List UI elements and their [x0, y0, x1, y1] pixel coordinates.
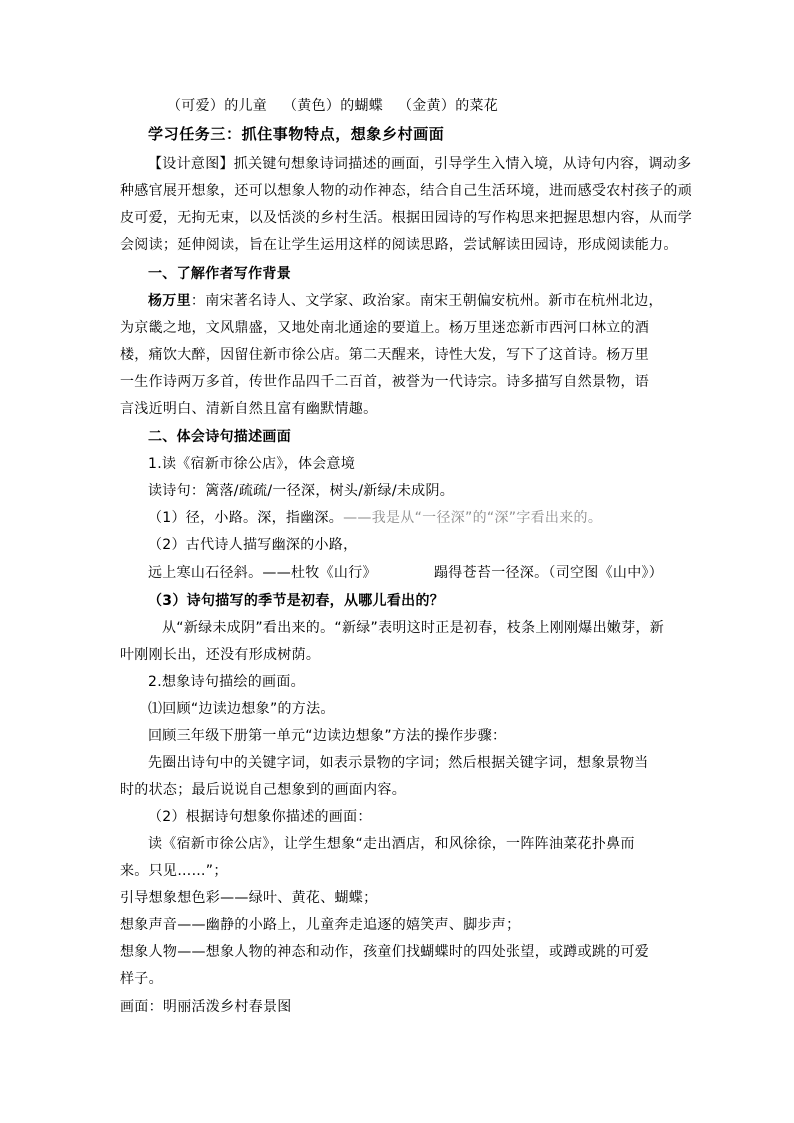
- note-1-text: （1）径，小路。深，指幽深。: [148, 510, 344, 526]
- note-1-gray-text: ——我是从“一径深”的“深”字看出来的。: [343, 510, 603, 526]
- imagine-people-line-1: 想象人物——想象人物的神态和动作，孩童们找蝴蝶时的四处张望，或蹲或跳的可爱: [120, 944, 650, 960]
- method-line-1: 先圈出诗句中的关键字词，如表示景物的字词；然后根据关键字词，想象景物当: [148, 755, 649, 771]
- note-1: [148, 508, 602, 528]
- author-name: 杨万里: [148, 293, 191, 309]
- section-one-heading: 一、了解作者写作背景: [148, 266, 291, 282]
- design-intent-line-4: 会阅读；延伸阅读，旨在让学生运用这样的阅读思路，尝试解读田园诗，形成阅读能力。: [120, 237, 678, 253]
- example-phrase-2: （黄色）的蝴蝶: [283, 98, 384, 114]
- imagine-colors: 引导想象想色彩——绿叶、黄花、蝴蝶；: [120, 890, 378, 906]
- poem-lines: 读诗句：篱落/疏疏/一径深，树头/新绿/未成阴。: [148, 483, 455, 499]
- design-intent-line-1: 【设计意图】抓关键句想象诗词描述的画面，引导学生入情入境，从诗句内容，调动多: [148, 156, 692, 172]
- review-steps: 回顾三年级下册第一单元“边读边想象”方法的操作步骤：: [148, 728, 507, 744]
- imagine-line-1: 读《宿新市徐公店》，让学生想象“走出酒店，和风徐徐，一阵阵油菜花扑鼻而: [148, 836, 635, 852]
- method-line-2: 时的状态；最后说说自己想象到的画面内容。: [120, 782, 406, 798]
- answer-3-line-1: 从“新绿未成阴”看出来的。“新绿”表明这时正是初春，枝条上刚刚爆出嫩芽，新: [162, 620, 665, 636]
- imagine-people-line-2: 样子。: [120, 971, 163, 987]
- author-intro-line-4: 一生作诗两万多首，传世作品四千二百首，被誉为一代诗宗。诗多描写自然景物，语: [120, 374, 650, 390]
- section-two-heading: 二、体会诗句描述画面: [148, 429, 291, 445]
- author-intro-line-5: 言浅近明白、清新自然且富有幽默情趣。: [120, 401, 378, 417]
- step-1-read-poem: 1.读《宿新市徐公店》，体会意境: [148, 456, 356, 472]
- author-intro-line-3: 楼，痛饮大醉，因留住新市徐公店。第二天醒来，诗性大发，写下了这首诗。杨万里: [120, 347, 650, 363]
- note-2: （2）古代诗人描写幽深的小路，: [148, 537, 358, 553]
- step-2-imagine: 2.想象诗句描绘的画面。: [148, 674, 305, 690]
- author-intro-line-1: [148, 291, 663, 311]
- imagine-sounds: 想象声音——幽静的小路上，儿童奔走追逐的嬉笑声、脚步声；: [120, 917, 521, 933]
- question-3: （3）诗句描写的季节是初春，从哪儿看出的？: [148, 593, 445, 609]
- author-intro-line-2: 为京畿之地，文风鼎盛，又地处南北通途的要道上。杨万里迷恋新市西河口林立的酒: [120, 320, 650, 336]
- task-three-title: 学习任务三：抓住事物特点，想象乡村画面: [148, 125, 445, 143]
- quote-sikong-tu: 蹋得苍苔一径深。（司空图《山中》）: [434, 565, 664, 581]
- example-phrase-3: （金黄）的菜花: [398, 98, 499, 114]
- design-intent-line-2: 种感官展开想象，还可以想象人物的动作神态，结合自己生活环境，进而感受农村孩子的顽: [120, 183, 692, 199]
- design-intent-line-3: 皮可爱，无拘无束，以及恬淡的乡村生活。根据田园诗的写作构思来把握思想内容，从而学: [120, 210, 692, 226]
- author-intro-text: ：南宋著名诗人、文学家、政治家。南宋王朝偏安杭州。新市在杭州北边，: [190, 293, 663, 309]
- scene-summary: 画面：明丽活泼乡村春景图: [120, 999, 292, 1015]
- review-method: ⑴回顾“边读边想象”的方法。: [148, 701, 335, 717]
- describe-scene: （2）根据诗句想象你描述的画面：: [148, 809, 372, 825]
- imagine-line-2: 来。只见……”；: [120, 863, 228, 879]
- example-phrase-1: （可爱）的儿童: [167, 98, 268, 114]
- answer-3-line-2: 叶刚刚长出，还没有形成树荫。: [120, 647, 321, 663]
- quote-du-mu: 远上寒山石径斜。——杜牧《山行》: [148, 565, 377, 581]
